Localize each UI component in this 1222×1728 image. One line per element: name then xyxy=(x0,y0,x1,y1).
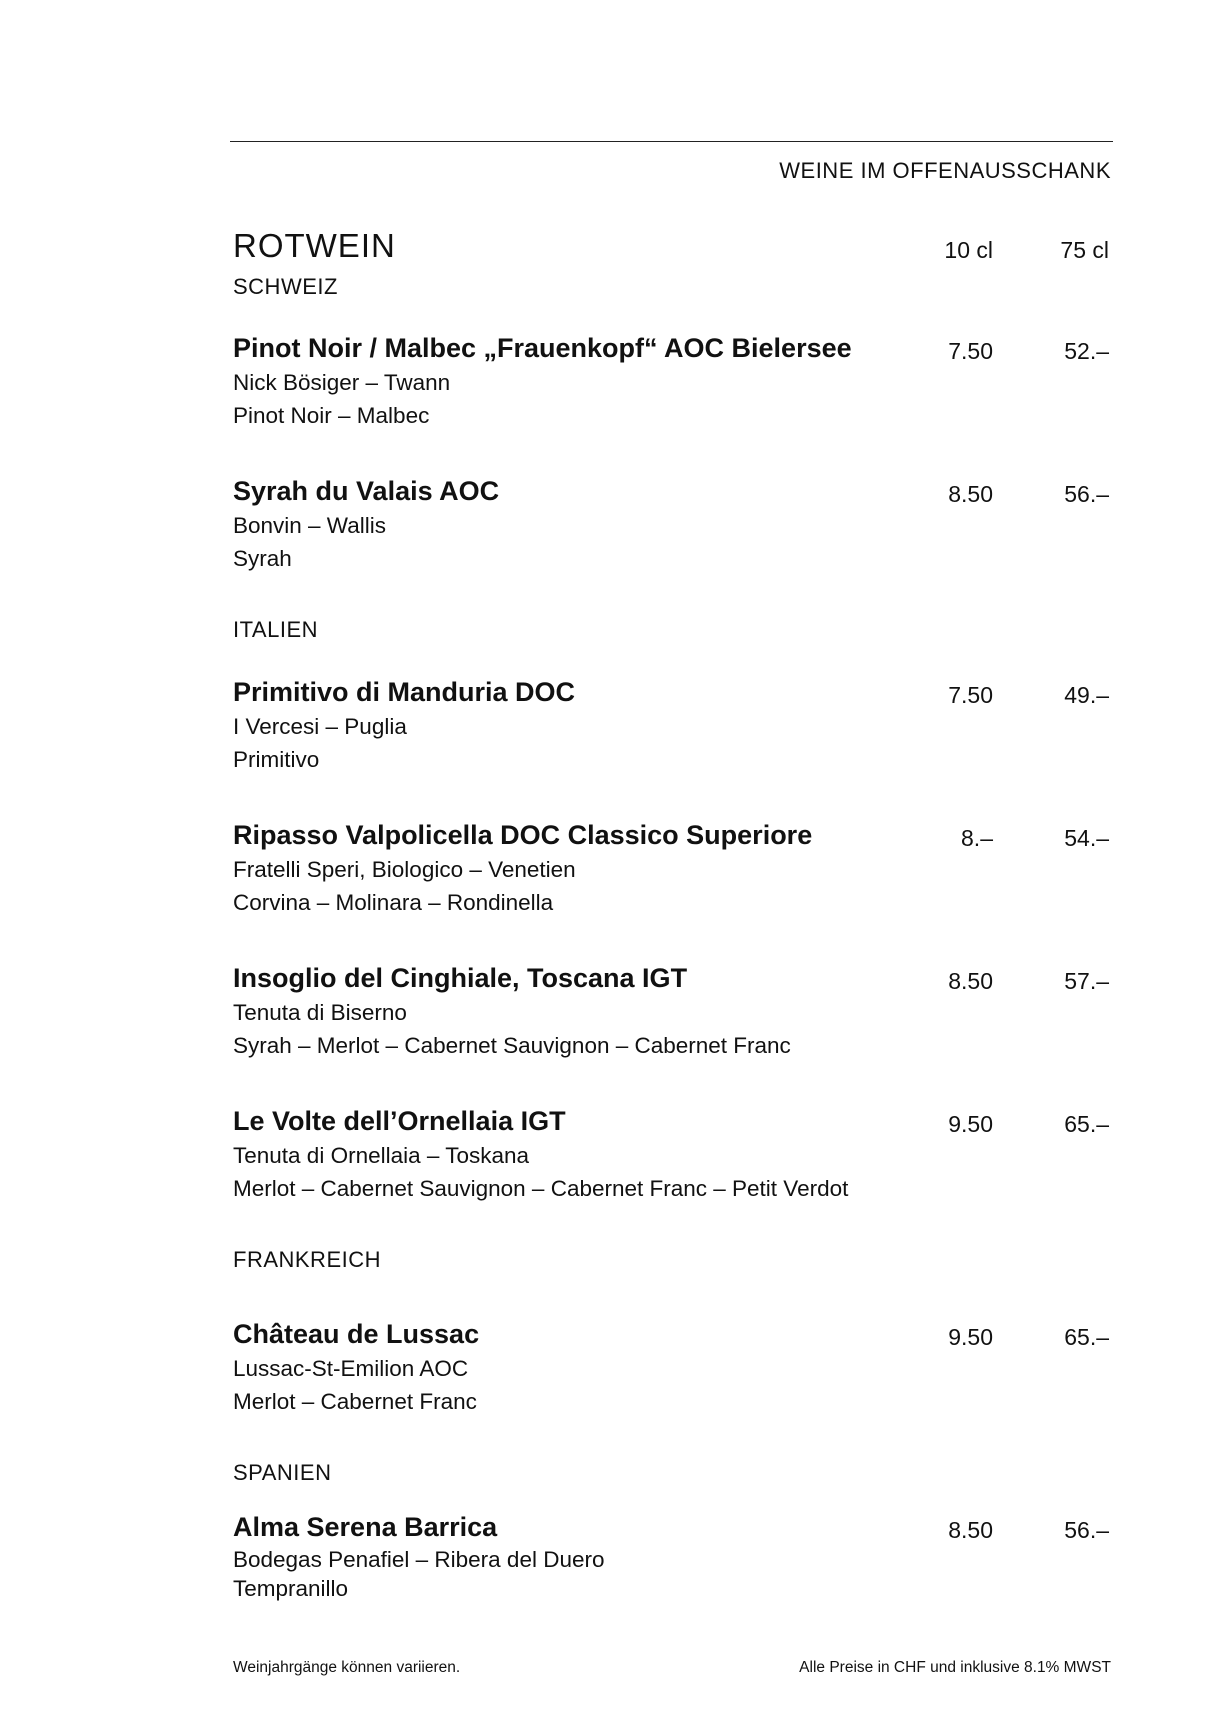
region-heading: SCHWEIZ xyxy=(233,274,338,299)
wine-name: Château de Lussac xyxy=(233,1319,480,1349)
column-header-10cl: 10 cl xyxy=(944,237,993,263)
wine-price-75cl: 49.– xyxy=(1064,682,1109,708)
wine-price-75cl: 52.– xyxy=(1064,338,1109,364)
wine-price-10cl: 8.50 xyxy=(948,968,993,994)
wine-name: Ripasso Valpolicella DOC Classico Superiore xyxy=(233,820,813,850)
region-heading: ITALIEN xyxy=(233,617,319,642)
wine-grapes: Pinot Noir – Malbec xyxy=(233,403,430,428)
wine-price-10cl: 7.50 xyxy=(948,682,993,708)
wine-producer: Lussac-St-Emilion AOC xyxy=(233,1356,469,1381)
wine-producer: Bonvin – Wallis xyxy=(233,513,386,538)
header-rule xyxy=(230,141,1113,142)
wine-grapes: Tempranillo xyxy=(233,1576,349,1601)
wine-price-75cl: 65.– xyxy=(1064,1111,1109,1137)
column-header-75cl: 75 cl xyxy=(1060,237,1109,263)
wine-name: Alma Serena Barrica xyxy=(233,1512,498,1542)
wine-name: Pinot Noir / Malbec „Frauenkopf“ AOC Bielersee xyxy=(233,333,852,363)
wine-producer: Bodegas Penafiel – Ribera del Duero xyxy=(233,1547,605,1572)
wine-grapes: Merlot – Cabernet Sauvignon – Cabernet Franc – Petit Verdot xyxy=(233,1176,849,1201)
wine-producer: Nick Bösiger – Twann xyxy=(233,370,451,395)
footer-note-prices: Alle Preise in CHF und inklusive 8.1% MWST xyxy=(799,1659,1111,1676)
wine-producer: I Vercesi – Puglia xyxy=(233,714,407,739)
wine-name: Insoglio del Cinghiale, Toscana IGT xyxy=(233,963,688,993)
wine-price-10cl: 9.50 xyxy=(948,1111,993,1137)
wine-price-75cl: 65.– xyxy=(1064,1324,1109,1350)
wine-price-75cl: 54.– xyxy=(1064,825,1109,851)
wine-price-75cl: 56.– xyxy=(1064,1517,1109,1543)
wine-price-10cl: 8.– xyxy=(961,825,993,851)
wine-producer: Tenuta di Biserno xyxy=(233,1000,407,1025)
wine-grapes: Syrah xyxy=(233,546,292,571)
region-heading: FRANKREICH xyxy=(233,1247,382,1272)
wine-name: Primitivo di Manduria DOC xyxy=(233,677,576,707)
wine-grapes: Merlot – Cabernet Franc xyxy=(233,1389,477,1414)
wine-grapes: Syrah – Merlot – Cabernet Sauvignon – Cabernet Franc xyxy=(233,1033,791,1058)
wine-price-10cl: 8.50 xyxy=(948,1517,993,1543)
wine-price-10cl: 8.50 xyxy=(948,481,993,507)
wine-producer: Fratelli Speri, Biologico – Venetien xyxy=(233,857,576,882)
wine-name: Le Volte dell’Ornellaia IGT xyxy=(233,1106,566,1136)
wine-producer: Tenuta di Ornellaia – Toskana xyxy=(233,1143,530,1168)
footer-note-vintage: Weinjahrgänge können variieren. xyxy=(233,1659,461,1676)
wine-name: Syrah du Valais AOC xyxy=(233,476,500,506)
wine-price-75cl: 56.– xyxy=(1064,481,1109,507)
wine-price-75cl: 57.– xyxy=(1064,968,1109,994)
section-title: ROTWEIN xyxy=(233,227,396,264)
page-header: WEINE IM OFFENAUSSCHANK xyxy=(779,158,1111,183)
wine-price-10cl: 9.50 xyxy=(948,1324,993,1350)
wine-grapes: Corvina – Molinara – Rondinella xyxy=(233,890,554,915)
region-heading: SPANIEN xyxy=(233,1460,332,1485)
wine-grapes: Primitivo xyxy=(233,747,320,772)
wine-price-10cl: 7.50 xyxy=(948,338,993,364)
